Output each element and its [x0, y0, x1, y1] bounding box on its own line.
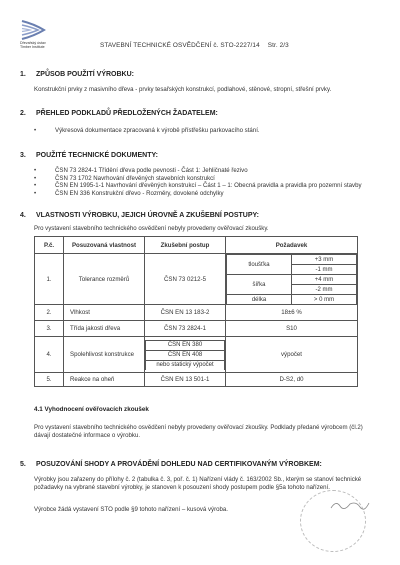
- column-header: Zkušební postup: [145, 237, 226, 254]
- property-cell: Reakce na oheň: [64, 373, 145, 387]
- table-row: [35, 321, 358, 337]
- section-title: POSUZOVÁNÍ SHODY A PROVÁDĚNÍ DOHLEDU NAD CERTIFIKOVANÝM VÝROBKEM:: [36, 461, 322, 468]
- table-header-row: [35, 237, 358, 254]
- column-header: Požadavek: [226, 237, 358, 254]
- section-5-heading: [20, 461, 322, 468]
- section-number: 2.: [20, 110, 26, 117]
- section-title: POUŽITÉ TECHNICKÉ DOKUMENTY:: [36, 152, 158, 159]
- column-header: Posuzovaná vlastnost: [64, 237, 145, 254]
- institute-logo-icon: [20, 20, 46, 40]
- list-item: • Výkresová dokumentace zpracovaná k výrobě přístřešku parkovacího stání.: [34, 127, 364, 135]
- test-cell: ČSN EN 13 183-2: [145, 305, 226, 321]
- list-item: • ČSN EN 1995-1-1 Navrhování dřevěných konstrukcí – Část 1 – 1: Obecná pravidla a pravidla pro pozemní stavby: [34, 182, 364, 190]
- org-name: Dřevařský ústav: [20, 41, 46, 45]
- subsection-4-1-text: Pro vystavení stavebního technického osvědčení nebyly provedeny ověřovací zkoušky. Podklady předané výrobcem (čl.2) dávají dostatečné informace o výrobku.: [34, 424, 363, 439]
- table-row: [35, 254, 358, 305]
- section-number: 4.: [20, 212, 26, 219]
- list-item: • ČSN 73 2824-1 Třídění dřeva podle pevnosti - Část 1: Jehličnaté řezivo: [34, 167, 364, 175]
- test-cell: ČSN 73 2824-1: [145, 321, 226, 337]
- section-2-heading: [20, 110, 218, 117]
- test-item: ČSN EN 408: [146, 350, 225, 360]
- document-header: [100, 42, 289, 49]
- section-title: VLASTNOSTI VÝROBKU, JEJICH ÚROVNĚ A ZKUŠEBNÍ POSTUPY:: [36, 212, 259, 219]
- page-number: Str. 2/3: [267, 42, 289, 49]
- test-cell: [145, 337, 226, 373]
- section-title: PŘEHLED PODKLADŮ PŘEDLOŽENÝCH ŽADATELEM:: [36, 110, 218, 117]
- row-number: 1.: [35, 254, 64, 305]
- table-row: [35, 373, 358, 387]
- document-title: STAVEBNÍ TECHNICKÉ OSVĚDČENÍ č. STO-2227/14: [100, 42, 260, 49]
- row-number: 5.: [35, 373, 64, 387]
- requirement-cell: [226, 254, 358, 305]
- requirement-cell: výpočet: [226, 337, 358, 373]
- property-cell: Třída jakosti dřeva: [64, 321, 145, 337]
- property-cell: Spolehlivost konstrukce: [64, 337, 145, 373]
- subsection-4-1-heading: 4.1 Vyhodnocení ověřovacích zkoušek: [34, 406, 149, 413]
- tolerance-label: tloušťka: [227, 255, 292, 275]
- section-3-heading: [20, 152, 158, 159]
- test-item: nebo statický výpočet: [146, 360, 225, 370]
- section-4-intro: Pro vystavení stavebního technického osvědčení nebyly provedeny ověřovací zkoušky.: [34, 225, 269, 232]
- tolerance-plus: > 0 mm: [292, 295, 357, 305]
- tolerance-plus: +4 mm: [292, 275, 357, 285]
- logo: [20, 20, 80, 49]
- requirement-cell: D-S2, d0: [226, 373, 358, 387]
- row-number: 4.: [35, 337, 64, 373]
- section-3-list: [34, 167, 364, 198]
- table-row: [35, 305, 358, 321]
- section-5-text-2: Výrobce žádá vystavení STO podle §9 tohoto nařízení – kusová výroba.: [34, 506, 228, 513]
- test-list: [145, 340, 225, 370]
- test-cell: ČSN 73 0212-5: [145, 254, 226, 305]
- requirement-cell: 18±6 %: [226, 305, 358, 321]
- table-row: [35, 337, 358, 373]
- properties-table: [34, 236, 358, 387]
- section-number: 5.: [20, 461, 26, 468]
- property-cell: Tolerance rozměrů: [64, 254, 145, 305]
- tolerance-label: délka: [227, 295, 292, 305]
- tolerance-plus: +3 mm: [292, 255, 357, 265]
- test-cell: ČSN EN 13 501-1: [145, 373, 226, 387]
- section-2-list: [34, 127, 364, 135]
- section-5-text: Výrobky jsou zařazeny do přílohy č. 2 (tabulka č. 3, poř. č. 1) Nařízení vlády č. 163/2002 Sb., kterým se stanoví technické požadavky na vybrané stavební výrobky, je stanoven k posouzení shody postupem podle §5a tohoto nařízení.: [34, 476, 362, 491]
- org-subname: Timber Institute: [20, 45, 45, 50]
- section-4-heading: [20, 212, 259, 219]
- row-number: 3.: [35, 321, 64, 337]
- section-1-text: Konstrukční prvky z masivního dřeva - prvky tesařských konstrukcí, podlahové, stěnové, stropní, střešní prvky.: [34, 86, 332, 93]
- list-item: • ČSN 73 1702 Navrhování dřevěných stavebních konstrukcí: [34, 175, 364, 183]
- tolerance-minus: -2 mm: [292, 285, 357, 295]
- list-item: • ČSN EN 336 Konstrukční dřevo - Rozměry, dovolené odchylky: [34, 190, 364, 198]
- test-item: ČSN EN 380: [146, 340, 225, 350]
- section-number: 3.: [20, 152, 26, 159]
- tolerance-minus: -1 mm: [292, 265, 357, 275]
- section-1-heading: [20, 71, 134, 78]
- section-title: ZPŮSOB POUŽITÍ VÝROBKU:: [36, 71, 135, 78]
- tolerance-table: [226, 254, 357, 304]
- tolerance-label: šířka: [227, 275, 292, 295]
- requirement-cell: S10: [226, 321, 358, 337]
- column-header: P.č.: [35, 237, 64, 254]
- signature-icon: [330, 498, 370, 512]
- property-cell: Vlhkost: [64, 305, 145, 321]
- row-number: 2.: [35, 305, 64, 321]
- section-number: 1.: [20, 71, 26, 78]
